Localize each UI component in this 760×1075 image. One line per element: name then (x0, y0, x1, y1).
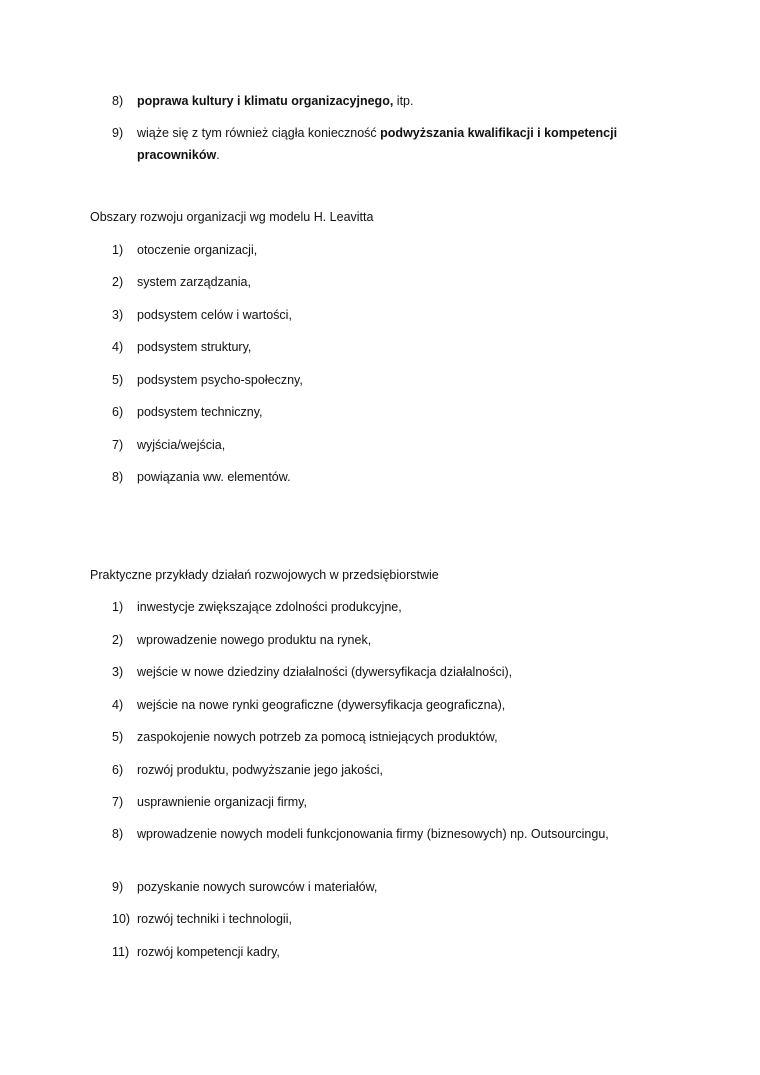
list-text: rozwój produktu, podwyższanie jego jakości, (137, 763, 383, 777)
list-number: 7) (112, 795, 124, 809)
list-number: 11) (112, 945, 130, 959)
list-text: pozyskanie nowych surowców i materiałów, (137, 880, 378, 894)
list-text: powiązania ww. elementów. (137, 470, 291, 484)
list-text (137, 90, 657, 112)
plain-text: itp. (393, 94, 414, 108)
list-text: wprowadzenie nowego produktu na rynek, (137, 633, 372, 647)
plain-text: wiąże się z tym również ciągła konieczność (137, 126, 381, 140)
list-number: 5) (112, 373, 124, 387)
list-text: podsystem celów i wartości, (137, 308, 292, 322)
list-number: 8) (112, 470, 124, 484)
list-text: podsystem techniczny, (137, 405, 263, 419)
list-text: rozwój kompetencji kadry, (137, 945, 280, 959)
list-number: 6) (112, 405, 124, 419)
list-text: wprowadzenie nowych modeli funkcjonowania firmy (biznesowych) np. Outsourcingu, (137, 827, 609, 841)
list-number: 9) (112, 880, 124, 894)
list-number: 2) (112, 275, 124, 289)
section-heading: Praktyczne przykłady działań rozwojowych w przedsiębiorstwie (90, 568, 439, 582)
list-number: 3) (112, 665, 124, 679)
list-text: system zarządzania, (137, 275, 251, 289)
list-text: usprawnienie organizacji firmy, (137, 795, 307, 809)
list-number: 7) (112, 438, 124, 452)
list-text: otoczenie organizacji, (137, 243, 258, 257)
list-text (137, 122, 657, 166)
list-number: 8) (112, 827, 124, 841)
list-text: wejście na nowe rynki geograficzne (dywersyfikacja geograficzna), (137, 698, 506, 712)
list-number: 8) (112, 94, 124, 108)
list-number: 9) (112, 126, 124, 140)
list-text: podsystem struktury, (137, 340, 252, 354)
list-text: podsystem psycho-społeczny, (137, 373, 303, 387)
list-number: 2) (112, 633, 124, 647)
list-text: rozwój techniki i technologii, (137, 912, 292, 926)
list-text: inwestycje zwiększające zdolności produkcyjne, (137, 600, 402, 614)
list-number: 6) (112, 763, 124, 777)
list-text: zaspokojenie nowych potrzeb za pomocą istniejących produktów, (137, 730, 498, 744)
list-number: 4) (112, 698, 124, 712)
bold-text: poprawa kultury i klimatu organizacyjnego, (137, 94, 394, 108)
list-text: wyjścia/wejścia, (137, 438, 226, 452)
list-number: 4) (112, 340, 124, 354)
list-text: wejście w nowe dziedziny działalności (dywersyfikacja działalności), (137, 665, 513, 679)
list-number: 1) (112, 243, 124, 257)
section-heading: Obszary rozwoju organizacji wg modelu H. Leavitta (90, 210, 374, 224)
bold-text: podwyższania kwalifikacji i kompetencji pracowników (137, 126, 618, 162)
list-number: 5) (112, 730, 124, 744)
list-number: 3) (112, 308, 124, 322)
list-number: 1) (112, 600, 124, 614)
plain-text: . (216, 148, 220, 162)
list-number: 10) (112, 912, 131, 926)
